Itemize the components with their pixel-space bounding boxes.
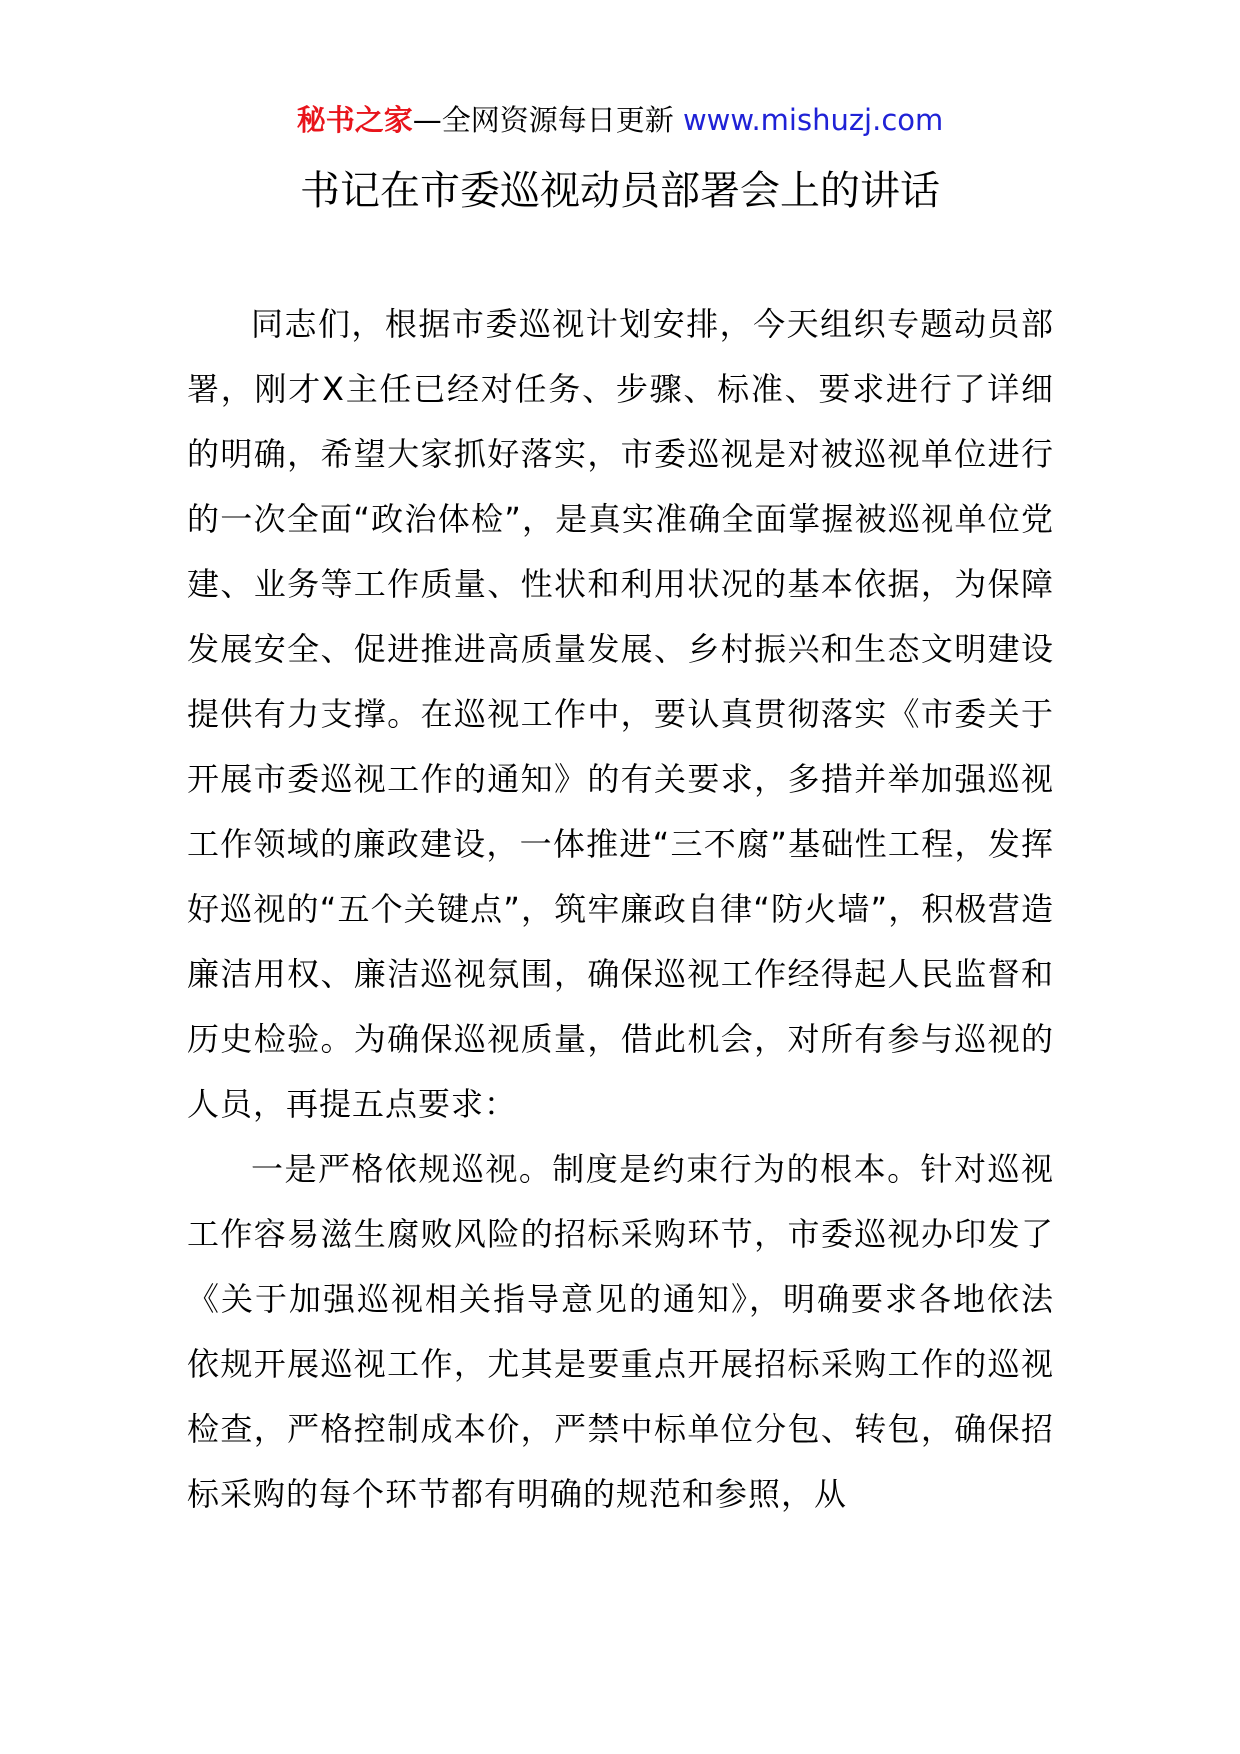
paragraph-intro: 同志们，根据市委巡视计划安排，今天组织专题动员部署，刚才X主任已经对任务、步骤、标准、要求进行了详细的明确，希望大家抓好落实，市委巡视是对被巡视单位进行的一次全面“政治体检”，是真实准确全面掌握被巡视单位党建、业务等工作质量、性状和利用状况的基本依据，为保障发展安全、促进推进高质量发展、乡村振兴和生态文明建设提供有力支撑。在巡视工作中，要认真贯彻落实《市委关于开展市委巡视工作的通知》的有关要求，多措并举加强巡视工作领域的廉政建设，一体推进“三不腐”基础性工程，发挥好巡视的“五个关键点”，筑牢廉政自律“防火墙”，积极营造廉洁用权、廉洁巡视氛围，确保巡视工作经得起人民监督和历史检验。为确保巡视质量，借此机会，对所有参与巡视的人员，再提五点要求： xyxy=(187,305,1054,1123)
site-header xyxy=(0,100,1240,140)
paragraph-point-one: 一是严格依规巡视。制度是约束行为的根本。针对巡视工作容易滋生腐败风险的招标采购环节，市委巡视办印发了《关于加强巡视相关指导意见的通知》，明确要求各地依法依规开展巡视工作，尤其是要重点开展招标采购工作的巡视检查，严格控制成本价，严禁中标单位分包、转包，确保招标采购的每个环节都有明确的规范和参照，从 xyxy=(187,1150,1054,1513)
site-url-link[interactable]: www.mishuzj.com xyxy=(682,103,944,137)
site-slogan: —全网资源每日更新 xyxy=(412,103,674,137)
brand-name: 秘书之家 xyxy=(296,103,413,137)
document-title: 书记在市委巡视动员部署会上的讲话 xyxy=(300,168,940,214)
document-body xyxy=(187,292,1054,1527)
